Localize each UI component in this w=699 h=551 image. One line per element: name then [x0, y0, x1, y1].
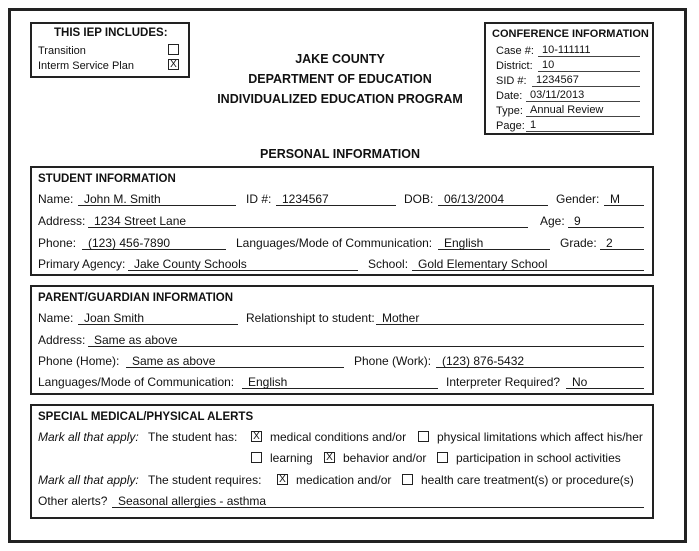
- parent-address-field[interactable]: Same as above: [88, 333, 644, 347]
- district-label: District:: [496, 60, 533, 72]
- student-gender-field[interactable]: M: [604, 192, 644, 206]
- student-school-field[interactable]: Gold Elementary School: [412, 257, 644, 271]
- physical-limitations-label: physical limitations which affect his/her: [437, 430, 643, 444]
- date-label: Date:: [496, 90, 523, 102]
- parent-interpreter-field[interactable]: No: [566, 375, 644, 389]
- district-field[interactable]: 10: [538, 59, 640, 72]
- medical-section-title: SPECIAL MEDICAL/PHYSICAL ALERTS: [38, 411, 254, 423]
- parent-phone-home-label: Phone (Home):: [38, 354, 120, 368]
- medication-checkbox[interactable]: X: [277, 474, 288, 485]
- student-age-field[interactable]: 9: [568, 214, 644, 228]
- parent-relationship-label: Relationshipt to student:: [246, 311, 375, 325]
- student-gender-label: Gender:: [556, 192, 600, 206]
- medication-label: medication and/or: [296, 473, 392, 487]
- conference-box: [484, 22, 654, 135]
- participation-label: participation in school activities: [456, 451, 621, 465]
- parent-relationship-field[interactable]: Mother: [376, 311, 644, 325]
- learning-checkbox[interactable]: [251, 452, 262, 463]
- iep-item-transition-checkbox[interactable]: [168, 44, 179, 55]
- parent-section: [30, 285, 654, 395]
- header-line2: DEPARTMENT OF EDUCATION: [248, 72, 432, 86]
- conference-title: CONFERENCE INFORMATION: [492, 28, 649, 40]
- parent-phone-home-field[interactable]: Same as above: [126, 354, 344, 368]
- medical-conditions-label: medical conditions and/or: [270, 430, 407, 444]
- other-alerts-label: Other alerts?: [38, 494, 108, 508]
- date-field[interactable]: 03/11/2013: [526, 89, 640, 102]
- page-field[interactable]: 1: [526, 119, 640, 132]
- behavior-label: behavior and/or: [343, 451, 427, 465]
- student-agency-field[interactable]: Jake County Schools: [128, 257, 358, 271]
- student-address-label: Address:: [38, 214, 86, 228]
- student-has-label: The student has:: [148, 430, 238, 444]
- student-agency-label: Primary Agency:: [38, 257, 126, 271]
- student-id-field[interactable]: 1234567: [276, 192, 396, 206]
- parent-section-title: PARENT/GUARDIAN INFORMATION: [38, 292, 234, 304]
- student-dob-label: DOB:: [404, 192, 434, 206]
- student-section: [30, 166, 654, 276]
- parent-address-label: Address:: [38, 333, 86, 347]
- student-name-field[interactable]: John M. Smith: [78, 192, 236, 206]
- iep-item-interm-label: Interm Service Plan: [38, 60, 134, 72]
- student-dob-field[interactable]: 06/13/2004: [438, 192, 548, 206]
- parent-name-label: Name:: [38, 311, 74, 325]
- student-grade-field[interactable]: 2: [600, 236, 644, 250]
- case-field[interactable]: 10-111111: [538, 44, 640, 57]
- parent-language-label: Languages/Mode of Communication:: [38, 375, 235, 389]
- parent-phone-work-field[interactable]: (123) 876-5432: [436, 354, 644, 368]
- student-grade-label: Grade:: [560, 236, 597, 250]
- header-line3: INDIVIDUALIZED EDUCATION PROGRAM: [217, 92, 463, 106]
- student-phone-field[interactable]: (123) 456-7890: [82, 236, 226, 250]
- student-requires-label: The student requires:: [148, 473, 262, 487]
- treatment-checkbox[interactable]: [402, 474, 413, 485]
- student-section-title: STUDENT INFORMATION: [38, 173, 176, 185]
- student-name-label: Name:: [38, 192, 74, 206]
- iep-item-interm-checkbox[interactable]: X: [168, 59, 179, 70]
- medical-conditions-checkbox[interactable]: X: [251, 431, 262, 442]
- student-language-field[interactable]: English: [438, 236, 550, 250]
- treatment-label: health care treatment(s) or procedure(s): [421, 473, 634, 487]
- header-line1: JAKE COUNTY: [295, 52, 385, 66]
- physical-limitations-checkbox[interactable]: [418, 431, 429, 442]
- student-phone-label: Phone:: [38, 236, 77, 250]
- sid-field[interactable]: 1234567: [532, 74, 640, 87]
- medical-section: [30, 404, 654, 519]
- iep-includes-box: [30, 22, 190, 78]
- learning-label: learning: [270, 451, 313, 465]
- iep-item-transition-label: Transition: [38, 45, 86, 57]
- student-address-field[interactable]: 1234 Street Lane: [88, 214, 528, 228]
- mark-all-label-2: Mark all that apply:: [38, 473, 139, 487]
- case-label: Case #:: [496, 45, 534, 57]
- mark-all-label-1: Mark all that apply:: [38, 430, 139, 444]
- parent-phone-work-label: Phone (Work):: [354, 354, 432, 368]
- participation-checkbox[interactable]: [437, 452, 448, 463]
- behavior-checkbox[interactable]: X: [324, 452, 335, 463]
- student-language-label: Languages/Mode of Communication:: [236, 236, 433, 250]
- type-field[interactable]: Annual Review: [526, 104, 640, 117]
- page-label: Page:: [496, 120, 525, 132]
- iep-includes-title: THIS IEP INCLUDES:: [54, 27, 168, 39]
- parent-interpreter-label: Interpreter Required?: [446, 375, 561, 389]
- student-age-label: Age:: [540, 214, 565, 228]
- parent-language-field[interactable]: English: [242, 375, 438, 389]
- type-label: Type:: [496, 105, 523, 117]
- student-id-label: ID #:: [246, 192, 272, 206]
- parent-name-field[interactable]: Joan Smith: [78, 311, 238, 325]
- sid-label: SID #:: [496, 75, 527, 87]
- other-alerts-field[interactable]: Seasonal allergies - asthma: [112, 494, 644, 508]
- student-school-label: School:: [368, 257, 409, 271]
- personal-information-title: PERSONAL INFORMATION: [260, 147, 420, 161]
